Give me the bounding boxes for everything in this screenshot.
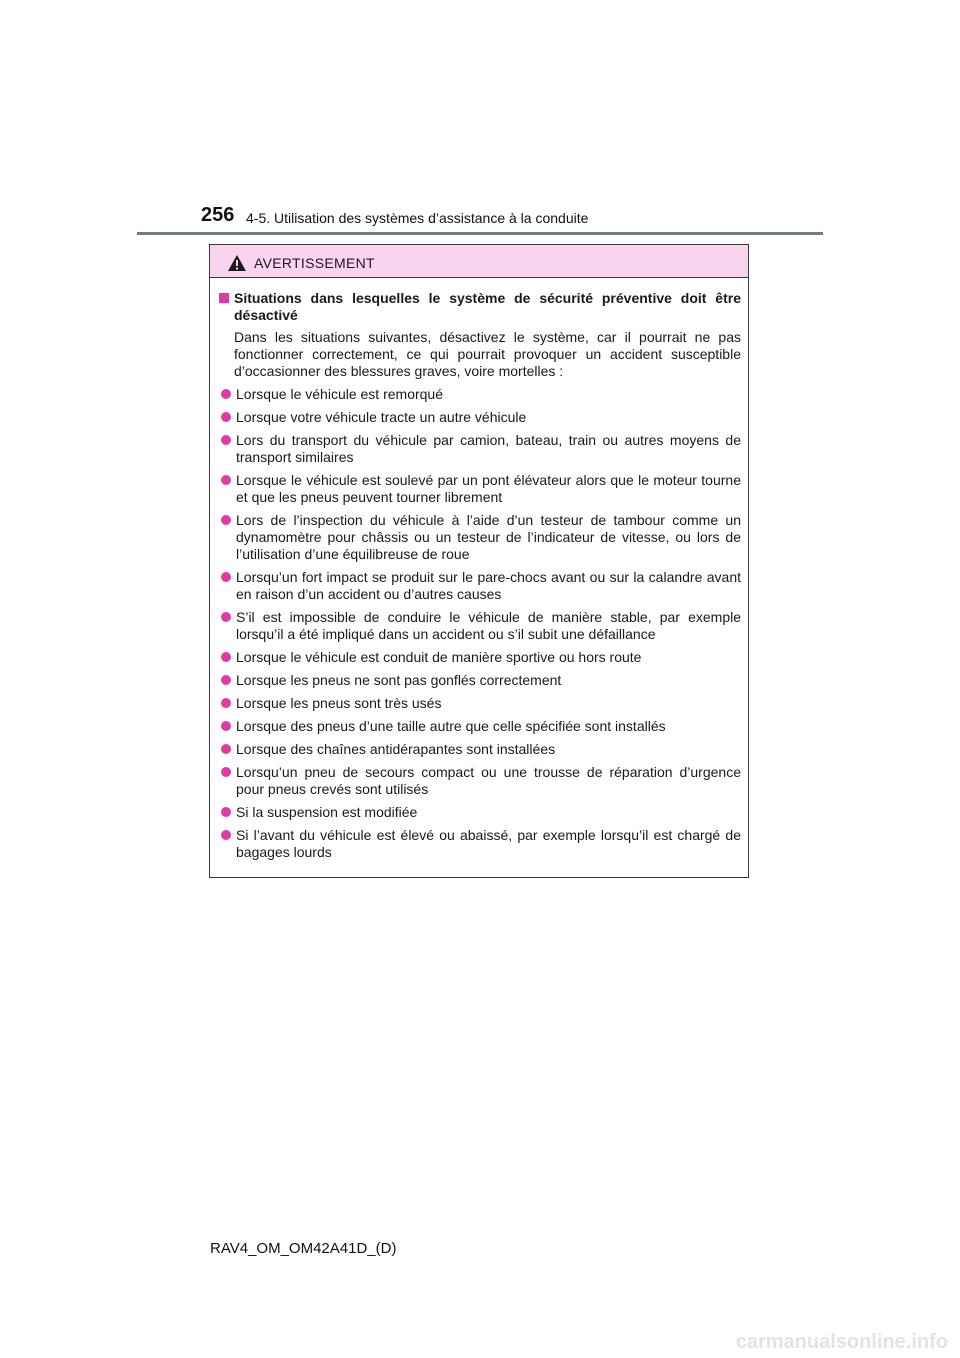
list-item-text: Lors du transport du véhicule par camion, bateau, train ou autres moyens de transport similaires	[236, 432, 741, 465]
watermark: carmanualsonline.info	[735, 1331, 948, 1353]
circle-bullet-icon	[221, 475, 231, 485]
list-item-text: Lorsqu’un fort impact se produit sur le pare-chocs avant ou sur la calandre avant en raison d’un accident ou d’autres causes	[236, 569, 741, 602]
list-item	[219, 672, 741, 689]
warning-triangle-icon	[227, 254, 247, 272]
document-code: RAV4_OM_OM42A41D_(D)	[210, 1240, 397, 1257]
list-item-text: Lorsque les pneus ne sont pas gonflés correctement	[236, 672, 562, 688]
header-divider	[137, 232, 823, 235]
warning-topic-text: Situations dans lesquelles le système de sécurité préventive doit être désactivé	[234, 290, 741, 323]
list-item	[219, 764, 741, 798]
warning-label: AVERTISSEMENT	[254, 255, 375, 271]
circle-bullet-icon	[221, 572, 231, 582]
list-item	[219, 741, 741, 758]
warning-body	[210, 278, 748, 861]
list-item	[219, 827, 741, 861]
list-item	[219, 804, 741, 821]
circle-bullet-icon	[221, 830, 231, 840]
circle-bullet-icon	[221, 515, 231, 525]
square-bullet-icon	[219, 293, 229, 303]
warning-header	[210, 245, 748, 278]
warning-box	[209, 244, 749, 878]
list-item	[219, 718, 741, 735]
circle-bullet-icon	[221, 412, 231, 422]
list-item	[219, 472, 741, 506]
list-item-text: Lorsque les pneus sont très usés	[236, 695, 442, 711]
list-item-text: Lors de l’inspection du véhicule à l’aide d’un testeur de tambour comme un dynamomètre pour châssis ou un testeur de l’indicateur de vitesse, ou lors de l’utilisation d’une équilibreuse de roue	[236, 512, 741, 562]
warning-conditions-list	[219, 386, 741, 861]
circle-bullet-icon	[221, 389, 231, 399]
list-item-text: Lorsque des chaînes antidérapantes sont installées	[236, 741, 556, 757]
warning-topic	[219, 290, 741, 324]
circle-bullet-icon	[221, 435, 231, 445]
list-item	[219, 695, 741, 712]
list-item-text: Lorsqu’un pneu de secours compact ou une trousse de réparation d’urgence pour pneus crevés sont utilisés	[236, 764, 741, 797]
list-item-text: Si l’avant du véhicule est élevé ou abaissé, par exemple lorsqu’il est chargé de bagages lourds	[236, 827, 741, 860]
circle-bullet-icon	[221, 652, 231, 662]
warning-intro: Dans les situations suivantes, désactivez le système, car il pourrait ne pas fonctionner correctement, ce qui pourrait provoquer un accident susceptible d’occasionner des blessures graves, voire mortelles :	[234, 329, 741, 379]
list-item	[219, 609, 741, 643]
list-item-text: Lorsque le véhicule est conduit de manière sportive ou hors route	[236, 649, 642, 665]
list-item-text: S’il est impossible de conduire le véhicule de manière stable, par exemple lorsqu’il a été impliqué dans un accident ou s’il subit une défaillance	[236, 609, 741, 642]
list-item-text: Lorsque le véhicule est remorqué	[236, 386, 444, 402]
circle-bullet-icon	[221, 612, 231, 622]
list-item-text: Lorsque le véhicule est soulevé par un pont élévateur alors que le moteur tourne et que les pneus peuvent tourner librement	[236, 472, 741, 505]
list-item	[219, 386, 741, 403]
circle-bullet-icon	[221, 721, 231, 731]
circle-bullet-icon	[221, 807, 231, 817]
page-number: 256	[201, 204, 235, 226]
list-item	[219, 649, 741, 666]
list-item	[219, 569, 741, 603]
list-item-text: Lorsque votre véhicule tracte un autre véhicule	[236, 409, 527, 425]
section-title: 4-5. Utilisation des systèmes d’assistance à la conduite	[246, 210, 589, 226]
list-item	[219, 432, 741, 466]
circle-bullet-icon	[221, 675, 231, 685]
list-item-text: Lorsque des pneus d’une taille autre que celle spécifiée sont installés	[236, 718, 666, 734]
list-item	[219, 409, 741, 426]
circle-bullet-icon	[221, 698, 231, 708]
circle-bullet-icon	[221, 744, 231, 754]
circle-bullet-icon	[221, 767, 231, 777]
list-item	[219, 512, 741, 563]
list-item-text: Si la suspension est modifiée	[236, 804, 418, 820]
